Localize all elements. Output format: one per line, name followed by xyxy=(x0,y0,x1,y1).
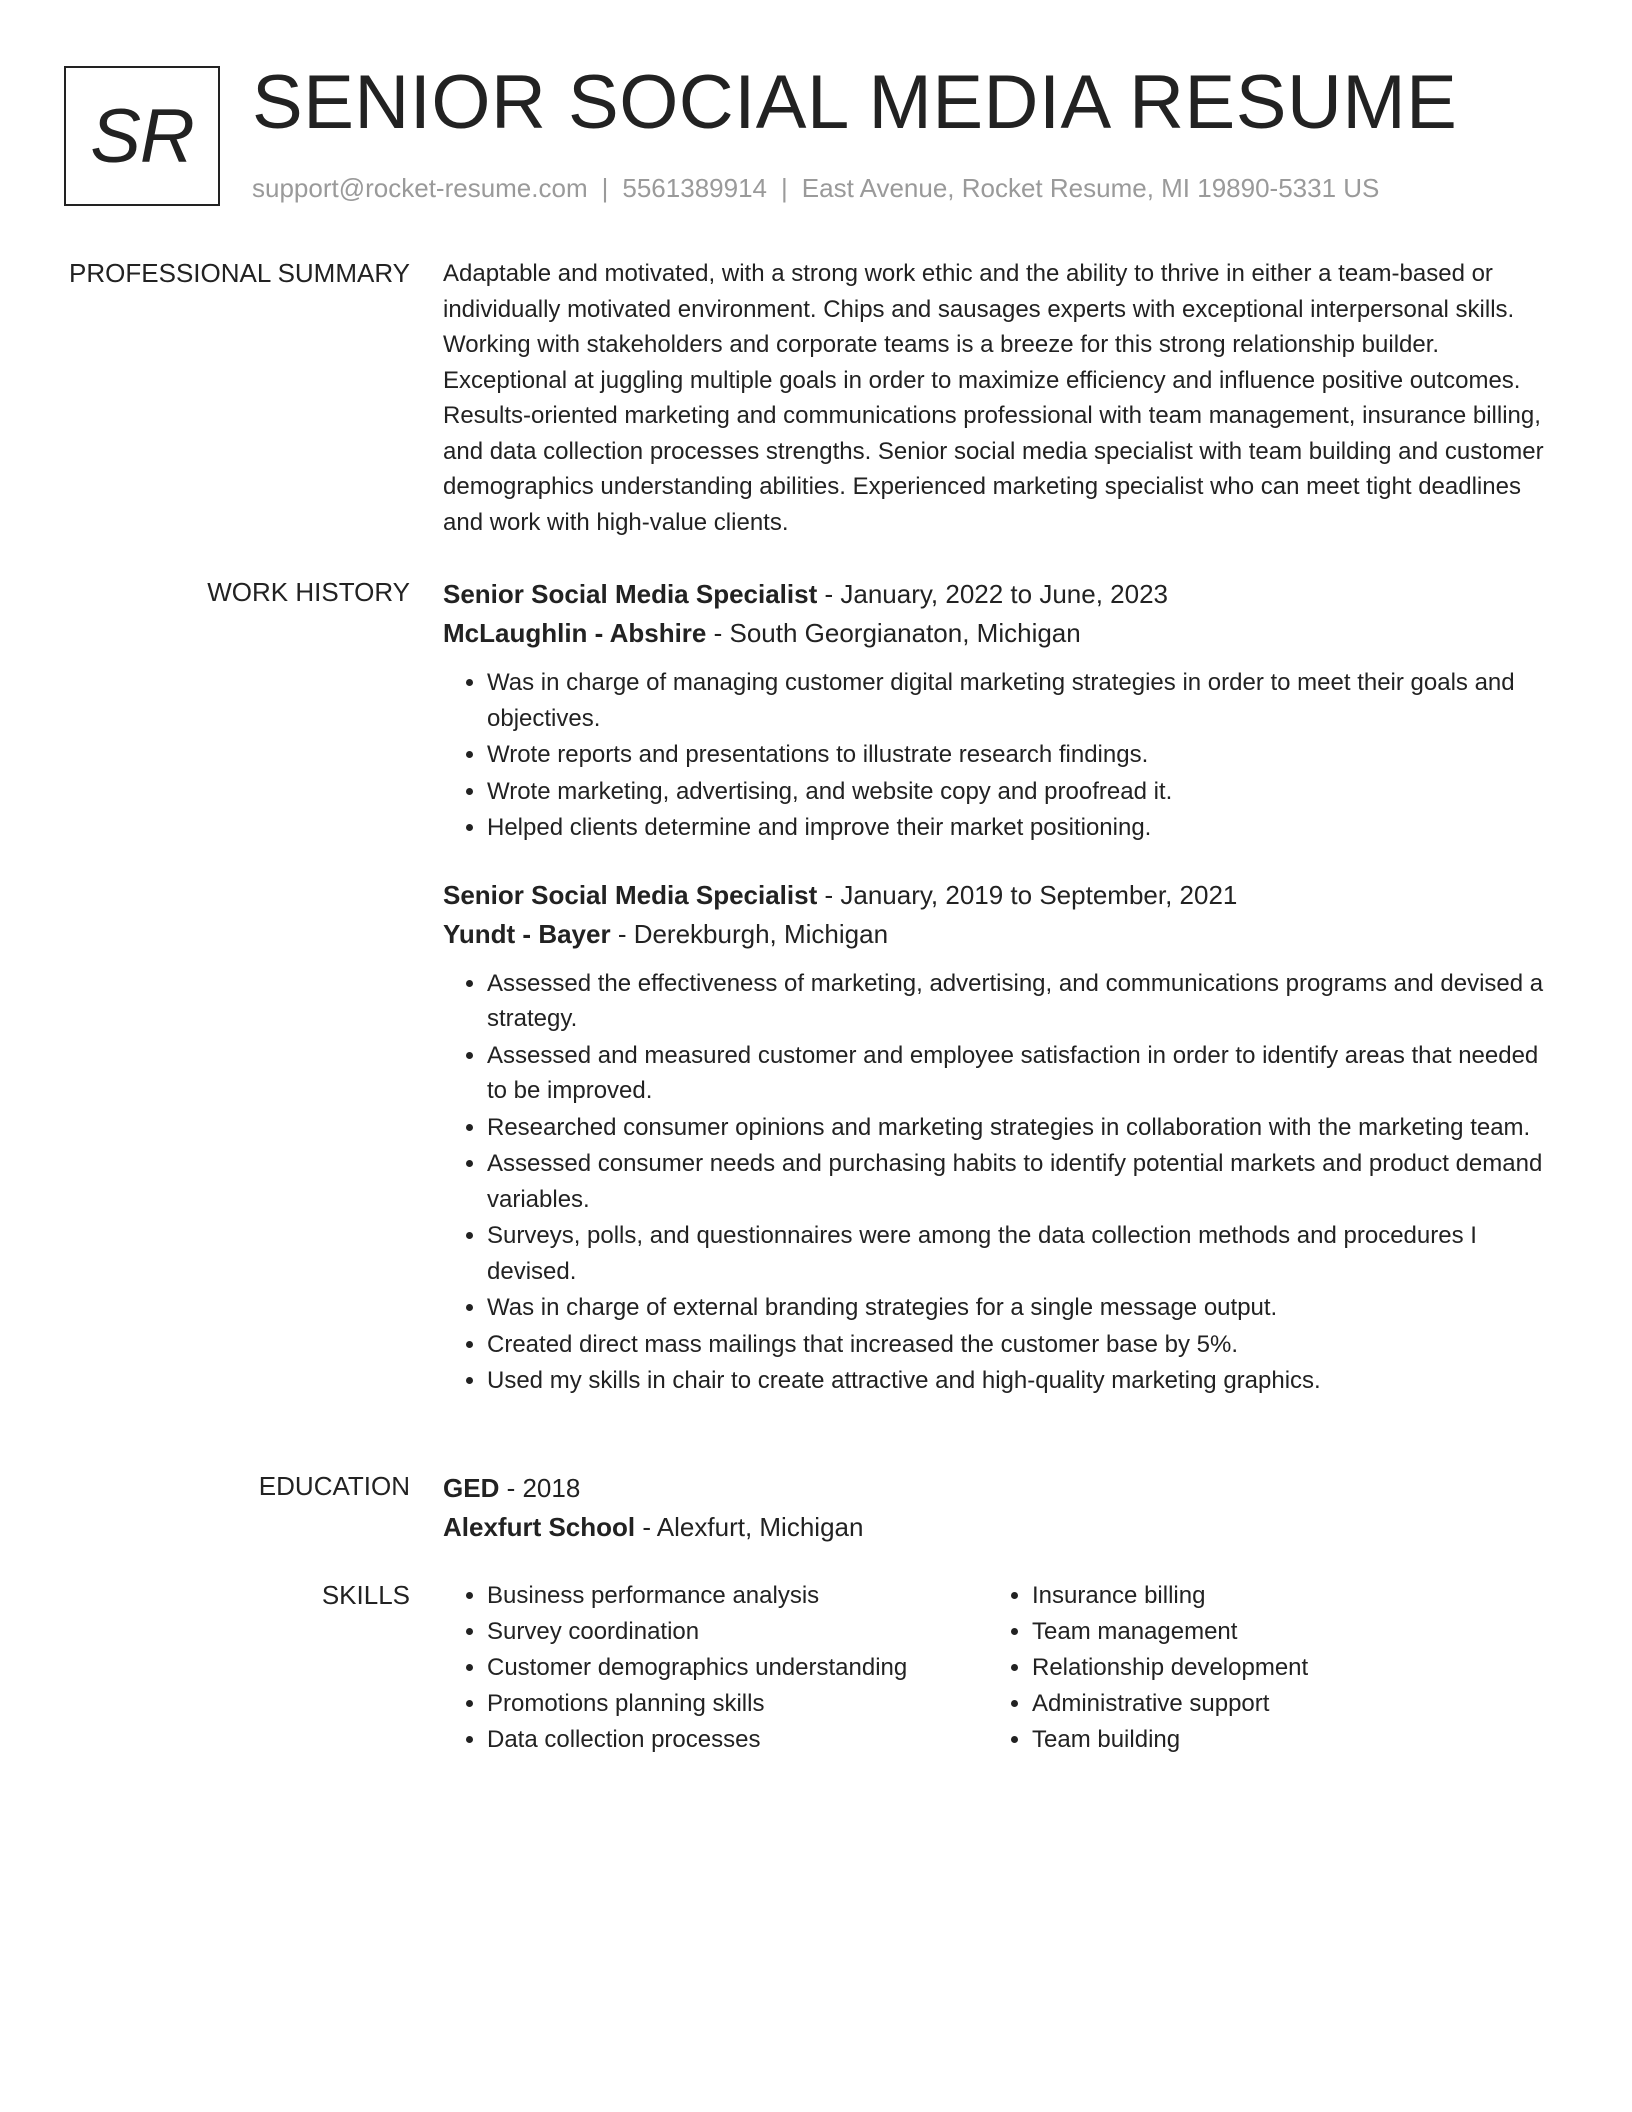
job-title-line xyxy=(443,876,1553,915)
contact-phone: 5561389914 xyxy=(622,173,767,203)
education-body xyxy=(443,1469,1553,1547)
education-degree: GED xyxy=(443,1473,500,1503)
job-company: Yundt - Bayer xyxy=(443,918,611,949)
job-bullet: • Assessed the effectiveness of marketing, advertising, and communications programs and devised a strategy. xyxy=(487,966,1553,1037)
skill-item: • Customer demographics understanding xyxy=(487,1650,988,1686)
job-bullet: • Wrote reports and presentations to illustrate research findings. xyxy=(487,737,1553,773)
skill-item: • Administrative support xyxy=(1032,1686,1533,1722)
skill-item: • Data collection processes xyxy=(487,1722,988,1758)
skills-body xyxy=(443,1578,1553,1758)
education-year: - 2018 xyxy=(499,1473,581,1503)
contact-line xyxy=(252,172,1379,204)
contact-separator: | xyxy=(781,173,788,203)
job-bullet: • Created direct mass mailings that increased the customer base by 5%. xyxy=(487,1327,1553,1363)
education-degree-line xyxy=(443,1469,1553,1508)
skills-column-right xyxy=(988,1578,1533,1758)
skill-item: • Team management xyxy=(1032,1614,1533,1650)
skill-item: • Relationship development xyxy=(1032,1650,1533,1686)
summary-body xyxy=(443,256,1553,540)
skill-item: • Team building xyxy=(1032,1722,1533,1758)
job-location: - Derekburgh, Michigan xyxy=(610,918,889,949)
skill-item: • Insurance billing xyxy=(1032,1578,1533,1614)
job-company-line xyxy=(443,614,1553,653)
job-title: Senior Social Media Specialist xyxy=(443,579,818,609)
job-bullet: • Wrote marketing, advertising, and website copy and proofread it. xyxy=(487,774,1553,810)
work-history-body xyxy=(443,575,1553,1400)
education-school: Alexfurt School xyxy=(443,1512,636,1542)
skills-column-left xyxy=(443,1578,988,1758)
section-label-skills: SKILLS xyxy=(321,1580,410,1610)
job-entry xyxy=(443,876,1553,1399)
contact-email: support@rocket-resume.com xyxy=(252,173,588,203)
monogram-logo: SR xyxy=(64,66,220,206)
skill-item: • Business performance analysis xyxy=(487,1578,988,1614)
section-label-education: EDUCATION xyxy=(258,1471,410,1501)
job-bullets xyxy=(443,665,1553,846)
skill-item: • Survey coordination xyxy=(487,1614,988,1650)
job-bullet: • Was in charge of external branding strategies for a single message output. xyxy=(487,1290,1553,1326)
job-title: Senior Social Media Specialist xyxy=(443,879,818,910)
job-title-line xyxy=(443,575,1553,614)
skill-item: • Promotions planning skills xyxy=(487,1686,988,1722)
job-bullets xyxy=(443,966,1553,1399)
contact-address: East Avenue, Rocket Resume, MI 19890-5331 US xyxy=(801,173,1380,203)
job-location: - South Georgianaton, Michigan xyxy=(706,618,1081,648)
section-label-summary: PROFESSIONAL SUMMARY xyxy=(69,258,410,288)
job-bullet: • Assessed consumer needs and purchasing habits to identify potential markets and product demand variables. xyxy=(487,1146,1553,1217)
contact-separator: | xyxy=(601,173,609,203)
section-label-work-history: WORK HISTORY xyxy=(207,577,410,607)
job-bullet: • Was in charge of managing customer digital marketing strategies in order to meet their goals and objectives. xyxy=(487,665,1553,736)
education-location: - Alexfurt, Michigan xyxy=(635,1512,864,1542)
job-dates: - January, 2022 to June, 2023 xyxy=(817,579,1169,609)
job-bullet: • Helped clients determine and improve their market positioning. xyxy=(487,810,1553,846)
job-bullet: • Surveys, polls, and questionnaires were among the data collection methods and procedures I devised. xyxy=(487,1218,1553,1289)
skills-grid xyxy=(443,1578,1553,1758)
job-company: McLaughlin - Abshire xyxy=(443,618,707,648)
resume-title: SENIOR SOCIAL MEDIA RESUME xyxy=(252,60,1458,145)
job-bullet: • Used my skills in chair to create attractive and high-quality marketing graphics. xyxy=(487,1363,1553,1399)
summary-text: Adaptable and motivated, with a strong work ethic and the ability to thrive in either a team-based or individually motivated environment. Chips and sausages experts with exceptional interpersonal skills. Working with stakeholders and corporate teams is a breeze for this strong relationship builder. Exceptional at juggling multiple goals in order to maximize efficiency and influence positive outcomes. Results-oriented marketing and communications professional with team management, insurance billing, and data collection processes strengths. Senior social media specialist with team building and customer demographics understanding abilities. Experienced marketing specialist who can meet tight deadlines and work with high-value clients. xyxy=(443,260,1544,536)
job-bullet: • Researched consumer opinions and marketing strategies in collaboration with the marketing team. xyxy=(487,1110,1553,1146)
job-company-line xyxy=(443,915,1553,954)
education-school-line xyxy=(443,1508,1553,1547)
job-bullet: • Assessed and measured customer and employee satisfaction in order to identify areas that needed to be improved. xyxy=(487,1038,1553,1109)
job-dates: - January, 2019 to September, 2021 xyxy=(817,879,1238,910)
job-entry xyxy=(443,575,1553,846)
